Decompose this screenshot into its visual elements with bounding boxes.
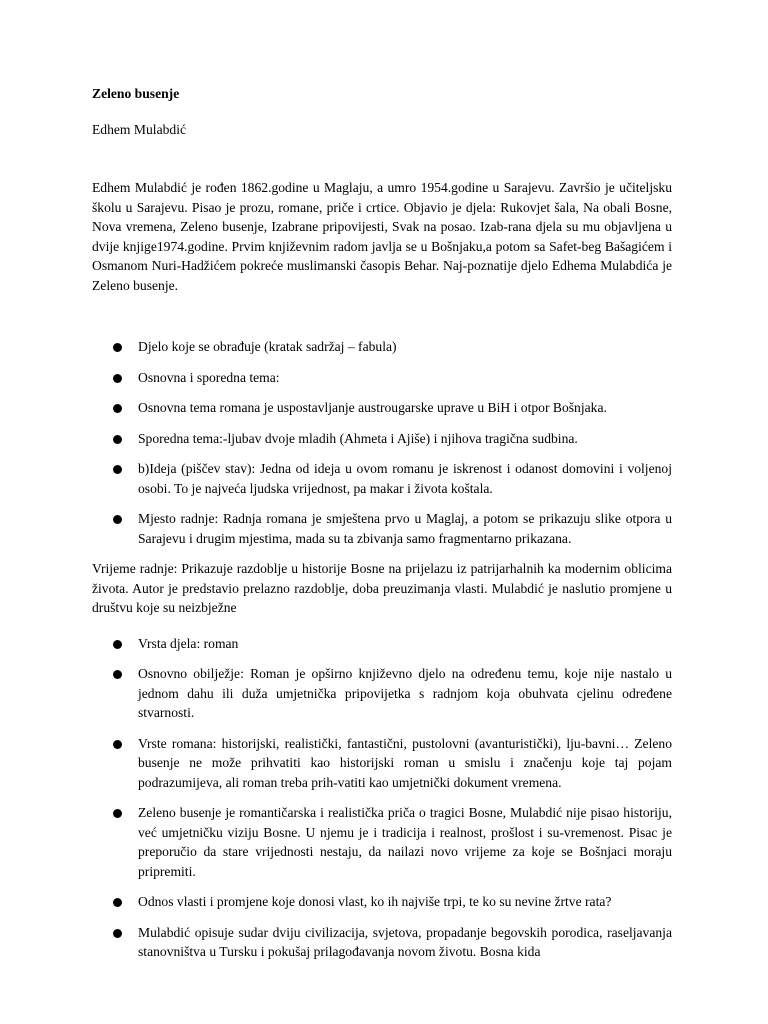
time-of-action-paragraph: Vrijeme radnje: Prikazuje razdoblje u historije Bosne na prijelazu iz patrijarhalnih ka modernim oblicima života. Autor je predstavio prelazno razdoblje, doba preuzimanja vlasti. Mulabdić je naslutio promjene u društvu koje su neizbježne [92,561,672,615]
list-item [92,803,672,881]
analysis-list-2 [92,634,672,962]
list-item-text: Vrsta djela: roman [138,635,239,651]
list-item-text: Osnovna tema romana je uspostavljanje austrougarske uprave u BiH i otpor Bošnjaka. [138,400,607,415]
list-item-text: Sporedna tema:-ljubav dvoje mladih (Ahmeta i Ajiše) i njihova tragična sudbina. [138,430,578,446]
list-item-text: Djelo koje se obrađuje (kratak sadržaj – fabula) [138,339,397,354]
list-item-text: Vrste romana: historijski, realistički, fantastični, pustolovni (avanturistički), lju-bavni… Zeleno busenje ne može prihvatiti kao historijski roman u smislu i značenju koje taj pojam podrazumijeva, ali roman treba prih-vatiti kao umjetnički dokument vremena. [138,735,672,790]
list-item-text: Odnos vlasti i promjene koje donosi vlast, ko ih najviše trpi, te ko su nevine žrtve rata? [138,894,612,909]
list-item [92,398,672,418]
bullet-icon [113,515,122,524]
list-item [92,429,672,449]
bullet-icon [113,465,122,474]
analysis-list-1 [92,337,672,548]
bullet-icon [113,670,122,679]
bullet-icon [113,435,122,444]
list-item-text: b)Ideja (piščev stav): Jedna od ideja u ovom romanu je iskrenost i odanost domovini i voljenoj osobi. To je najveća ljudska vrijednost, pa makar i života koštala. [138,461,672,496]
list-item [92,734,672,793]
list-item [92,634,672,654]
bullet-icon [113,898,122,907]
list-item-text: Zeleno busenje je romantičarska i realistička priča o tragici Bosne, Mulabdić nije pisao historiju, već umjetničku viziju Bosne. U njemu je i tradicija i realnost, prošlost i su-vremenost. Pisac je preporučio da stare vrijednosti nestaju, da nailazi novo vrijeme za koje se Bošnjaci moraju pripremiti. [138,805,672,879]
bullet-icon [113,374,122,383]
list-item [92,459,672,498]
list-item [92,509,672,548]
bullet-icon [113,809,122,818]
bullet-icon [113,640,122,649]
bullet-icon [113,929,122,938]
list-item-text: Osnovno obilježje: Roman je opširno književno djelo na određenu temu, koje nije nastalo u jednom dahu ili duža umjetnička pripovijetka s radnjom koja obuhvata cjelinu određene stvarnosti. [138,666,672,720]
list-item [92,664,672,723]
list-item [92,892,672,912]
list-item [92,337,672,357]
list-item-text: Osnovna i sporedna tema: [138,369,280,385]
document-title: Zeleno busenje [92,86,180,101]
document-author: Edhem Mulabdić [92,121,187,137]
list-item-text: Mulabdić opisuje sudar dviju civilizacija, svjetova, propadanje begovskih porodica, raseljavanja stanovništva u Tursku i pokušaj prilagođavanja novom životu. Bosna kida [138,924,672,959]
list-item [92,923,672,962]
list-item [92,368,672,388]
bullet-icon [113,343,122,352]
bullet-icon [113,404,122,413]
list-item-text: Mjesto radnje: Radnja romana je smještena prvo u Maglaj, a potom se prikazuju slike otpora u Sarajevu i drugim mjestima, mada su ta zbivanja samo fragmentarno prikazana. [138,511,672,546]
bullet-icon [113,740,122,749]
intro-paragraph: Edhem Mulabdić je rođen 1862.godine u Maglaju, a umro 1954.godine u Sarajevu. Završio je učiteljsku školu u Sarajevu. Pisao je prozu, romane, priče i crtice. Objavio je djela: Rukovjet šala, Na obali Bosne, Nova vremena, Zeleno busenje, Izabrane pripovijesti, Svak na posao. Izab-rana djela su mu objavljena u dvije knjige1974.godine. Prvim književnim radom javlja se u Bošnjaku,a potom sa Safet-beg Bašagićem i Osmanom Nuri-Hadžićem pokreće muslimanski časopis Behar. Naj-poznatije djelo Edhema Mulabdića je Zeleno busenje. [92,180,672,293]
